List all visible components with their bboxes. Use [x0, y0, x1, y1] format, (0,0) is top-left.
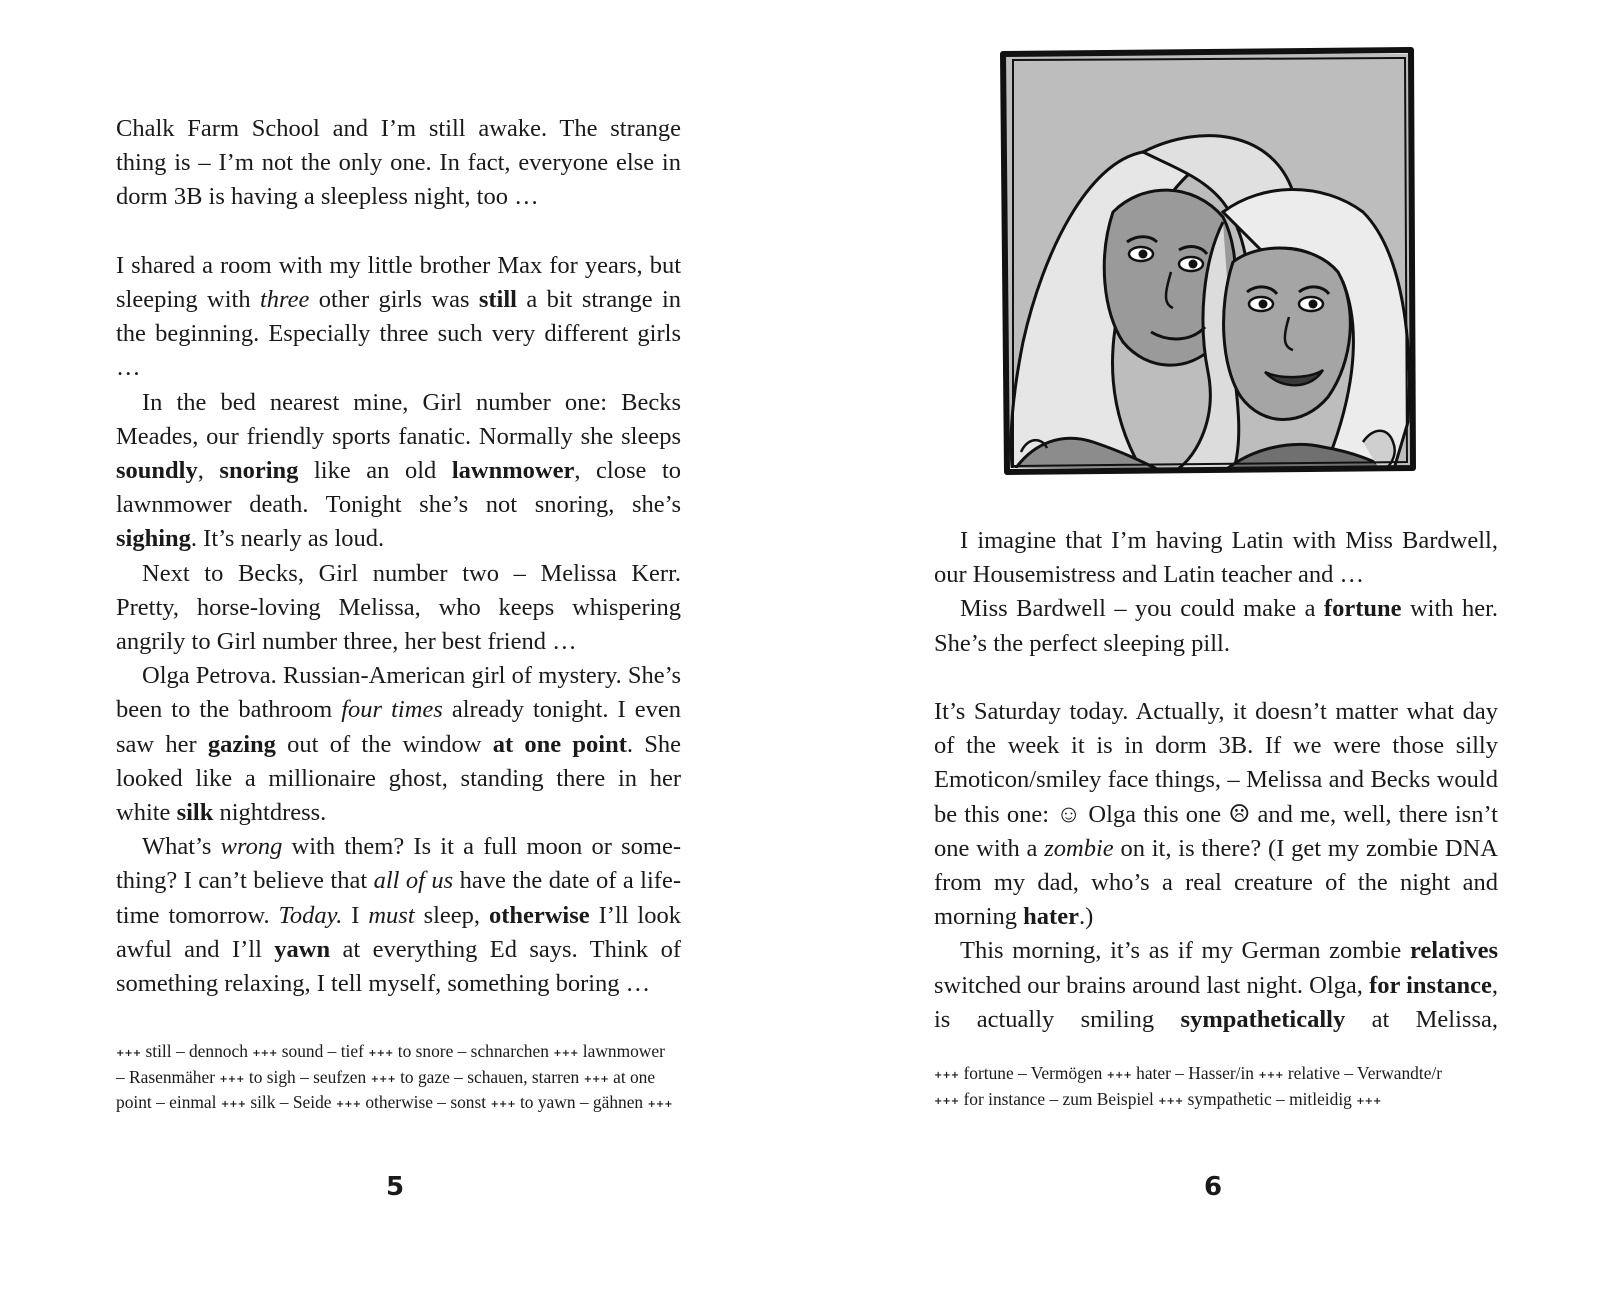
emphasis: all of us	[373, 867, 454, 895]
page-number: 6	[1204, 1172, 1223, 1202]
footnote-entry: lawnmower – Rasenmäher	[116, 1041, 665, 1087]
footnote-separator: +++	[219, 1073, 245, 1085]
text-run: It’s Saturday today. Actually, it doesn’t matter what day of the week it is in dorm 3B. If we were those silly Emoticon/smiley face things, – Melissa and Becks would be this one: ☺ Olga this one ☹ and me, well, there isn’t one with a	[934, 698, 1498, 862]
glossary-term: lawnmower	[451, 457, 575, 485]
text-run: other girls was	[309, 286, 479, 313]
footnote-entry: at one point – einmal	[116, 1066, 656, 1113]
footnote-entry: for instance – zum Beispiel	[963, 1088, 1154, 1109]
text-run: Olga Petrova. Russian-American girl of mystery. She’s been to the bathroom	[116, 662, 681, 724]
footnote-entry: to sigh – seufzen	[248, 1066, 367, 1087]
text-run: with them? Is it a full moon or something? I can’t believe that	[116, 833, 681, 895]
text-run: . It’s nearly as loud.	[190, 525, 385, 553]
left-footnotes	[116, 1040, 676, 1117]
emphasis: three	[259, 286, 310, 313]
emphasis: must	[368, 901, 415, 929]
text-run: . She looked like a millionaire ghost, standing there in her white	[116, 730, 681, 827]
paragraph	[934, 695, 1498, 934]
footnote-entry: to snore – schnarchen	[397, 1041, 549, 1061]
footnote-separator: +++	[583, 1073, 609, 1085]
footnote-separator: +++	[335, 1099, 361, 1111]
page-number: 5	[386, 1172, 405, 1202]
right-page	[800, 0, 1600, 1313]
footnote-separator: +++	[934, 1070, 960, 1081]
footnote-entry: sound – tief	[281, 1041, 364, 1061]
text-run: In the bed nearest mine, Girl number one: Becks Meades, our friendly sports fanatic. Normally she sleeps	[116, 388, 681, 450]
glossary-term: for instance	[1369, 971, 1492, 999]
footnote-separator: +++	[1258, 1070, 1284, 1081]
text-run: I shared a room with my little brother Max for years, but sleeping with	[116, 251, 681, 313]
glossary-term: at one point	[492, 730, 627, 758]
paragraph	[934, 592, 1498, 660]
footnote-entry: hater – Hasser/in	[1136, 1063, 1254, 1083]
paragraph	[116, 659, 681, 830]
footnote-entry: fortune – Vermögen	[963, 1063, 1103, 1083]
emphasis: wrong	[220, 833, 283, 861]
left-page-text	[116, 112, 681, 1001]
paragraph	[116, 112, 681, 215]
glossary-term: snoring	[219, 457, 299, 485]
text-run: sleep,	[414, 901, 489, 929]
glossary-term: hater	[1023, 903, 1079, 931]
glossary-term: sighing	[116, 525, 191, 553]
text-run: on it, is there? (I get my zombie DNA from my dad, who’s a real creature of the night and morning	[934, 834, 1499, 931]
footnote-separator: +++	[1356, 1095, 1382, 1107]
glossary-term: yawn	[274, 935, 331, 963]
text-run: Next to Becks, Girl number two – Melissa Kerr. Pretty, horse-loving Melissa, who keeps whispering angrily to Girl number three, her best friend …	[116, 559, 681, 656]
paragraph	[116, 557, 681, 660]
text-run: already tonight. I even saw her	[116, 696, 681, 758]
text-run: nightdress.	[213, 799, 327, 827]
glossary-term: fortune	[1323, 595, 1402, 623]
footnote-entry: relative – Verwandte/r	[1287, 1063, 1443, 1083]
text-run: I’ll look awful and I’ll	[116, 901, 681, 963]
footnote-separator: +++	[934, 1095, 960, 1107]
glossary-term: sympathetically	[1180, 1005, 1346, 1033]
text-run: Miss Bardwell – you could make a	[960, 595, 1324, 623]
text-run: What’s	[142, 833, 221, 861]
footnote-separator: +++	[1158, 1095, 1184, 1107]
two-girls-illustration-icon	[993, 42, 1425, 482]
text-run: .)	[1078, 903, 1094, 931]
text-run: a bit strange in the beginning. Especially three such very different girls …	[116, 286, 681, 382]
glossary-term: gazing	[207, 730, 276, 758]
footnote-entry: silk – Seide	[250, 1092, 332, 1113]
text-run: at everything Ed says. Think of something relaxing, I tell myself, something boring …	[116, 935, 681, 998]
text-run: I imagine that I’m having Latin with Miss Bardwell, our Housemistress and Latin teacher and …	[934, 527, 1498, 589]
text-run: have the date of a lifetime tomorrow.	[116, 867, 681, 929]
glossary-term: still	[478, 286, 517, 313]
text-run: out of the window	[275, 730, 493, 758]
emphasis: Today.	[278, 901, 343, 929]
footnote-list	[116, 1040, 676, 1117]
footnote-separator: +++	[553, 1048, 579, 1059]
text-run: This morning, it’s as if my German zombie	[960, 937, 1410, 965]
footnote-entry: sympathetic – mitleidig	[1187, 1088, 1352, 1109]
footnote-entry: to gaze – schauen, starren	[400, 1066, 580, 1087]
emphasis: four times	[341, 696, 443, 724]
footnote-separator: +++	[116, 1048, 142, 1059]
paragraph	[934, 524, 1498, 592]
glossary-term: relatives	[1410, 937, 1498, 965]
text-run: switched our brains around last night. Olga,	[934, 971, 1370, 999]
glossary-term: otherwise	[488, 901, 590, 929]
footnote-separator: +++	[252, 1048, 278, 1059]
footnote-separator: +++	[220, 1099, 246, 1111]
footnote-entry: still – dennoch	[145, 1041, 248, 1061]
right-page-text	[934, 524, 1498, 1037]
paragraph	[116, 386, 681, 557]
footnote-separator: +++	[490, 1099, 516, 1111]
text-run: at Melissa,	[1345, 1005, 1498, 1033]
text-run: I	[342, 901, 369, 929]
glossary-term: soundly	[116, 457, 198, 485]
text-run: , close to lawnmower death. Tonight she’s not snoring, she’s	[116, 457, 682, 519]
text-run: Chalk Farm School and I’m still awake. The strange thing is – I’m not the only one. In fact, everyone else in dorm 3B is having a sleepless night, too …	[116, 115, 681, 211]
text-run: with her. She’s the perfect sleeping pill.	[934, 595, 1498, 657]
footnote-separator: +++	[647, 1099, 673, 1111]
footnote-entry: otherwise – sonst	[365, 1092, 487, 1113]
emphasis: zombie	[1044, 834, 1114, 862]
footnote-separator: +++	[368, 1048, 394, 1059]
footnote-list	[934, 1062, 1454, 1113]
paragraph	[934, 934, 1498, 1037]
paragraph	[116, 830, 681, 1001]
glossary-term: silk	[176, 799, 214, 827]
text-run: ,	[197, 457, 220, 485]
footnote-separator: +++	[1106, 1070, 1132, 1081]
text-run: like an old	[298, 457, 452, 485]
text-run: , is actually smiling	[934, 971, 1498, 1033]
footnote-separator: +++	[370, 1073, 396, 1085]
footnote-entry: to yawn – gähnen	[519, 1092, 644, 1113]
right-footnotes	[934, 1062, 1454, 1113]
paragraph	[116, 249, 681, 386]
